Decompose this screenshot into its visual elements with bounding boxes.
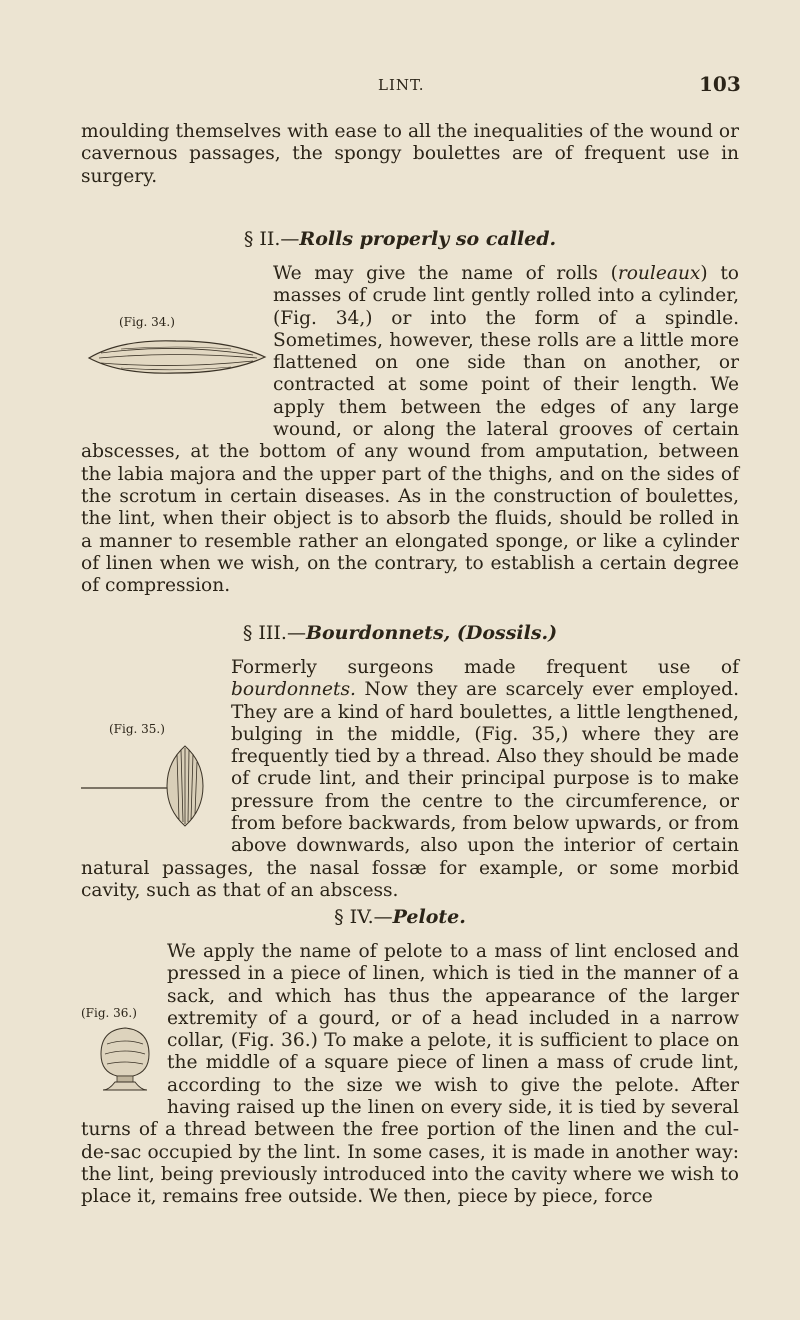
dossil-illustration — [81, 742, 231, 828]
section-title: Rolls properly so called. — [299, 228, 557, 250]
bourdonnets-text-a: Formerly surgeons made frequent use of — [231, 657, 739, 678]
section-heading-bourdonnets — [0, 622, 800, 644]
page-header — [0, 74, 800, 104]
pelote-illustration — [95, 1024, 155, 1094]
page-number: 103 — [699, 72, 741, 96]
rolls-paragraph — [81, 263, 739, 597]
rolls-emph: rouleaux — [617, 263, 701, 284]
bourdonnets-emph: bourdonnets. — [231, 679, 356, 701]
rolls-text-b: ) to masses of crude lint gently rolled into a cylinder, (Fig. 34,) or into the form of a spindle. Sometimes, however, these rolls are a little more flattened on one side than on another, or contracted at some point of their length. We apply them between the edges of any large wound, or along the lateral grooves of certain abscesses, at the bottom of any wound from amputation, between the labia majora and the upper part of the thighs, and on the sides of the scrotum in certain diseases. As in the construction of boulettes, the lint, when their object is to absorb the fluids, should be rolled in a manner to resemble rather an elongated sponge, or like a cylinder of linen when we wish, on the contrary, to establish a certain degree of compression. — [81, 263, 739, 597]
pelote-text: We apply the name of pelote to a mass of lint enclosed and pressed in a piece of linen, which is tied in the manner of a sack, and which has thus the appearance of the larger extremity of a gourd, or of a head included in a narrow collar, (Fig. 36.) To make a pelote, it is sufficient to place on the middle of a square piece of linen a mass of crude lint, according to the size we wish to give the pelote. After having raised up the linen on every side, it is tied by several turns of a thread between the free portion of the linen and the cul-de-sac occupied by the lint. In some cases, it is made in another way: the lint, being previously introduced into the cavity where we wish to place it, remains free outside. We then, piece by piece, force — [81, 941, 739, 1208]
section-number: § IV.— — [334, 906, 393, 928]
figure-caption: (Fig. 34.) — [119, 315, 175, 329]
figure-caption: (Fig. 36.) — [81, 1006, 137, 1020]
section-heading-pelote — [0, 906, 800, 928]
section-number: § III.— — [242, 622, 306, 644]
section-number: § II.— — [243, 228, 300, 250]
section-title: Bourdonnets, (Dossils.) — [305, 622, 558, 644]
pelote-paragraph — [81, 941, 739, 1209]
section-title: Pelote. — [392, 906, 466, 928]
figure-34 — [81, 315, 271, 387]
running-title: LINT. — [378, 76, 425, 94]
figure-35 — [81, 722, 231, 828]
section-heading-rolls — [0, 228, 800, 250]
intro-paragraph: moulding themselves with ease to all the inequalities of the wound or cavernous passages, the spongy boulettes are of frequent use in surgery. — [81, 121, 739, 187]
figure-36 — [81, 1006, 161, 1096]
bourdonnets-text-b: Now they are scarcely ever employed. They are a kind of hard boulettes, a little lengthened, bulging in the middle, (Fig. 35,) where they are frequently tied by a thread. Also they should be made of crude lint, and their principal purpose is to make pressure from the centre to the circumference, or from before backwards, from below upwards, or from above downwards, also upon the interior of certain natural passages, the nasal fossæ for example, or some morbid cavity, such as that of an abscess. — [81, 679, 739, 901]
figure-caption: (Fig. 35.) — [109, 722, 165, 736]
rolls-text-a: We may give the name of rolls ( — [273, 263, 618, 284]
roll-illustration — [81, 333, 271, 383]
